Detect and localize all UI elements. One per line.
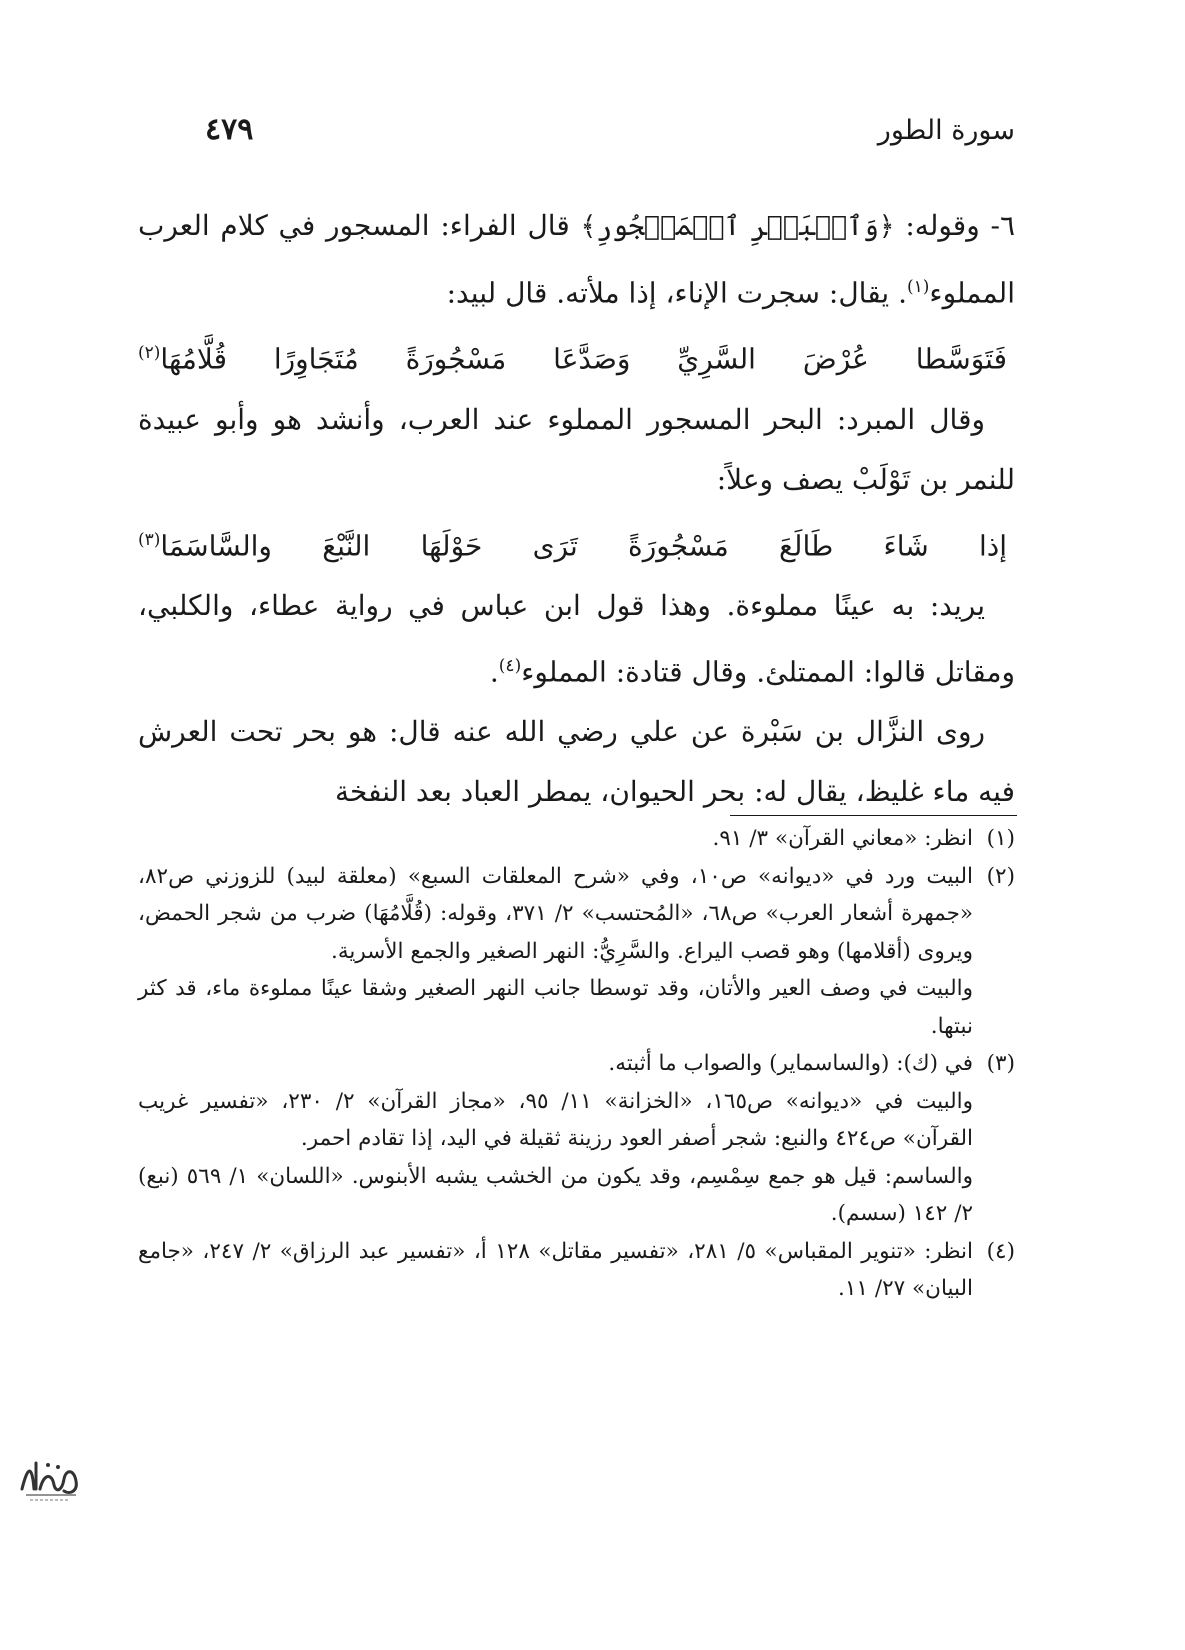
footnote-2 (138, 858, 1015, 1046)
paragraph-1: ٦- وقوله: ﴿وَٱلۡبَحۡرِ ٱلۡمَسۡجُورِ﴾ قال الفراء: المسجور في كلام العرب المملوء$^{(١)}$. يقال: سجرت الإناء، إذا ملأته. قال لبيد: (138, 209, 1015, 310)
footnote-line: والبيت في «ديوانه» ص١٦٥، «الخزانة» ١١/ ٩٥، «مجاز القرآن» ٢/ ٢٣٠، «تفسير غريب القرآن» ص٤٢٤ والنبع: شجر أصفر العود رزينة ثقيلة في اليد، إذا تقادم احمر. (138, 1088, 974, 1151)
footnote-number: (٣) (986, 1051, 1015, 1076)
running-title: سورة الطور (877, 115, 1015, 146)
footnote-line: انظر: «تنوير المقباس» ٥/ ٢٨١، «تفسير مقاتل» ١٢٨ أ، «تفسير عبد الرزاق» ٢/ ٢٤٧، «جامع البيان» ٢٧/ ١١. (138, 1238, 974, 1301)
footnote-line: البيت ورد في «ديوانه» ص١٠، وفي «شرح المعلقات السبع» (معلقة لبيد) للزوزني ص٨٢، «جمهرة أشعار العرب» ص٦٨، «المُحتسب» ٢/ ٣٧١، وقوله: (قُلَّامُهَا) ضرب من شجر الحمض، ويروى (أقلامها) وهو قصب اليراع. والسَّرِيُّ: النهر الصغير والجمع الأسرية. (138, 863, 974, 964)
footnote-line: انظر: «معاني القرآن» ٣/ ٩١. (712, 826, 973, 851)
footnote-separator (730, 815, 1017, 816)
footnote-ref-4: (٤) (498, 655, 522, 676)
main-text (138, 196, 1015, 822)
footnote-line: والبيت في وصف العير والأتان، وقد توسطا جانب النهر الصغير وشقا عينًا مملوءة ماء، قد كثر نبتها. (138, 976, 973, 1039)
footnote-1 (138, 820, 1015, 858)
page-number: ٤٧٩ (205, 112, 254, 147)
paragraph-4: روى النزَّال بن سَبْرة عن علي رضي الله عنه قال: هو بحر تحت العرش فيه ماء غليظ، يقال له: بحر الحيوان، يمطر العباد بعد النفخة (138, 715, 1015, 809)
footnote-line: والساسم: قيل هو جمع سِمْسِم، وقد يكون من الخشب يشبه الأبنوس. «اللسان» ١/ ٥٦٩ (نبع) ٢/ ١٤٢ (سسم). (138, 1163, 973, 1226)
footnote-number: (١) (986, 826, 1015, 851)
footnote-3 (138, 1045, 1015, 1233)
page-header (205, 112, 1015, 147)
footnote-ref-2: (٢) (138, 343, 161, 364)
footnote-ref-1: (١) (906, 277, 930, 297)
footnote-ref-3: (٣) (138, 529, 161, 550)
calligraphy-stamp-icon (18, 1455, 82, 1505)
paragraph-2: وقال المبرد: البحر المسجور المملوء عند العرب، وأنشد هو وأبو عبيدة للنمر بن تَوْلَبْ يصف وعلاً: (138, 402, 1015, 496)
footnote-number: (٤) (986, 1238, 1015, 1264)
footnote-number: (٢) (986, 863, 1015, 889)
verse-2: إذا شَاءَ طَالَعَ مَسْجُورَةً تَرَى حَوْلَهَا النَّبْعَ والسَّاسَمَا$^{(٣)}$ (138, 528, 1007, 562)
footnotes (138, 820, 1015, 1308)
paragraph-3: يريد: به عينًا مملوءة. وهذا قول ابن عباس في رواية عطاء، والكلبي، ومقاتل قالوا: الممتلئ. وقال قتادة: المملوء$^{(٤)}$. (138, 588, 1015, 689)
verse-1: فَتَوَسَّطا عُرْضَ السَّرِيِّ وَصَدَّعَا مَسْجُورَةً مُتَجَاوِرًا قُلَّامُهَا$^{(٢)}$ (138, 342, 1007, 376)
footnote-line: في (ك): (والساسماير) والصواب ما أثبته. (608, 1051, 973, 1076)
footnote-4 (138, 1233, 1015, 1308)
quran-quote: ﴿وَٱلۡبَحۡرِ ٱلۡمَسۡجُورِ﴾ (580, 211, 895, 242)
watermark-logo (18, 1455, 82, 1505)
